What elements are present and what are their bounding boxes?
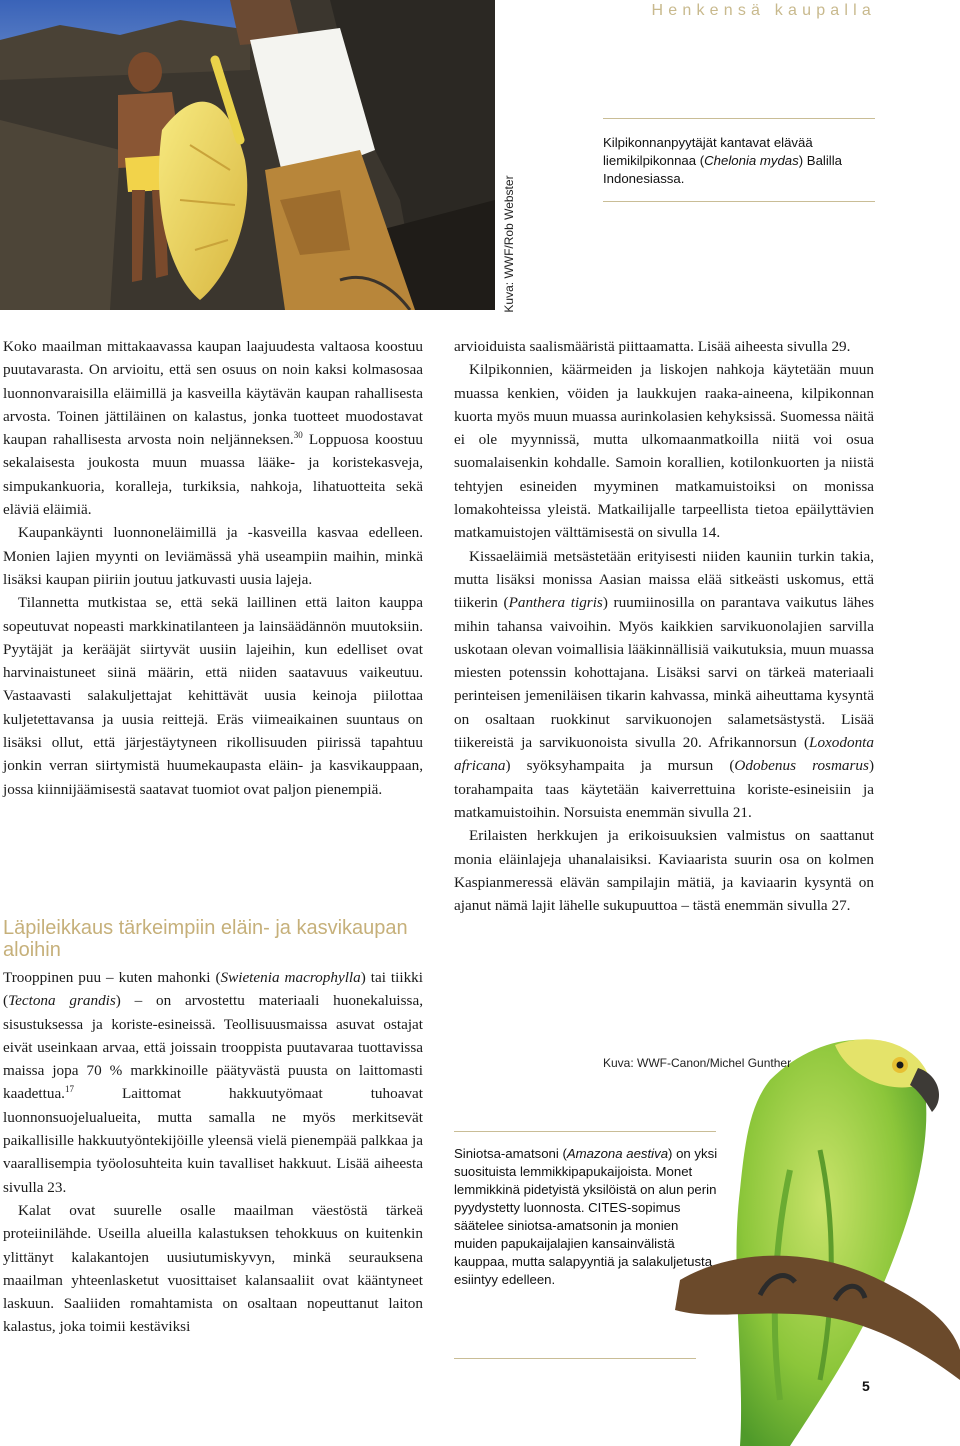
body-paragraph: Kissaeläimiä metsästetään erityisesti niiden kauniin turkin takia, mutta lisäksi monissa Aasian maissa elää sitkeästi uskomus, että tiikerin (Panthera tigris) ruumiinosilla on parantava vaikutus lähes mihin tahansa vaivoihin. Myös kaikkien sarvikuonolajien sarvilla uskotaan olevan voimallisia lääkinnällisiä vaikutuksia, muun muassa miesten potenssin kohottajana. Lisäksi sarvi on tärkeä materiaali perinteisen jemeniläisen tikarin kahvassa, minkä aiheuttama kysyntä on osaltaan ruokkinut sarvikuonojen salametsästystä. Lisää tiikereistä ja sarvikuonoista sivulla 20. Afrikannorsun (Loxodonta africana) syöksyhampaita ja mursun (Odobenus rosmarus) torahampaita taas käytetään kaiverrettuina koriste-esineisiin ja matkamuistoihin. Norsuista enemmän sivulla 21.	[454, 547, 874, 821]
turtle-hunters-illustration	[0, 0, 495, 310]
body-paragraph: Tilannetta mutkistaa se, että sekä laillinen että laiton kauppa sopeutuvat nopeasti markkinatilanteen ja lainsäädännön muutoksiin. Pyytäjät ja kerääjät siirtyvät uusiin lajeihin, kun edelliset ovat harvinaistuneet siinä määrin, että niiden saatavuus vaikeutuu. Vastaavasti salakuljettajat kehittävät uusia keinoja piilottaa kuljetettavansa ja uusia reittejä. Eräs viimeaikainen suuntaus on lisäksi ollut, että järjestäytyneen rikollisuuden piirissä tapahtuu jonkin verran siirtymistä huumekaupasta eläin- ja kasvikauppaan, jossa kiinnijäämisestä saatavat tuomiot ovat paljon pienempiä.	[3, 594, 423, 798]
page-number: 5	[862, 1378, 870, 1394]
body-paragraph: Erilaisten herkkujen ja erikoisuuksien valmistus on saattanut monia eläinlajeja uhanalaisiksi. Kaviaarista suurin osa on kolmen Kaspianmeressä elävän sampilajin mätiä, ja kaviaarin kysyntä on ajanut nämä lajit lähelle sukupuuttoa – tästä enemmän sivulla 27.	[454, 827, 874, 915]
body-column-left	[3, 335, 423, 801]
caption-rule-bottom	[603, 201, 875, 202]
caption-rule-parrot-top	[454, 1131, 716, 1132]
caption-parrot: Siniotsa-amatsoni (Amazona aestiva) on yksi suosituista lemmikkipapukaijoista. Monet lemmikkinä pidetyistä yksilöistä on alun perin pyydystetty luonnosta. CITES-sopimus säätelee siniotsa-amatsonin ja monien muiden papukaijalajien kansainvälistä kauppaa, mutta salapyyntiä ja salakuljetusta esiintyy edelleen.	[454, 1146, 718, 1287]
section-heading: Läpileikkaus tärkeimpiin eläin- ja kasvikaupan aloihin	[3, 916, 408, 961]
photo-credit-turtle: Kuva: WWF/Rob Webster	[502, 175, 516, 313]
photo-credit-parrot: Kuva: WWF-Canon/Michel Gunther	[603, 1056, 792, 1070]
body-paragraph: Koko maailman mittakaavassa kaupan laajuudesta valtaosa koostuu puutavarasta. On arvioitu, että sen osuus on noin kaksi kolmasosaa luonnonvaraisilla eläimillä ja kasveilla käytävän kaupan rahallisesta arvosta. Toinen jättiläinen on kalastus, jonka tuotteet muodostavat kaupan rahallisesta arvosta noin neljänneksen.$^{30}$ Loppuosa koostuu sekalaisesta joukosta muun muassa lääke- ja koristekasveja, simpukankuoria, koralleja, turkiksia, nahkoja, lihatuotteita sekä eläviä eläimiä.	[3, 338, 423, 519]
body-paragraph: Trooppinen puu – kuten mahonki (Swietenia macrophylla) tai tiikki (Tectona grandis) – on arvostettu materiaali huonekaluissa, sisustuksessa ja koriste-esineissä. Teollisuusmaissa asuvat ostajat eivät useinkaan arvaa, että joissain trooppista puutavaraa tuottavissa maissa jopa 70 % markkinoille päätyvästä puusta on laittomasti kaadettua.$^{17}$ Laittomat hakkuutyömaat tuhoavat luonnonsuojelualueita, mutta samalla ne myös merkitsevät paikallisille hakkuutyöntekijöille yleensä vielä pienempää palkkaa ja vaarallisempia työolosuhteita kuin tavalliset hakkuut. Lisää aiheesta sivulla 23.	[3, 969, 423, 1196]
caption-rule-top	[603, 118, 875, 119]
body-paragraph: arvioiduista saalismääristä piittaamatta. Lisää aiheesta sivulla 29.	[454, 338, 851, 355]
body-paragraph: Kalat ovat suurelle osalle maailman väestöstä tärkeä proteiinilähde. Useilla alueilla kalastuksen tehokkuus on kuitenkin ylittänyt kalakantojen uusiutumiskyvyn, minkä seurauksena maailman yhteenlasketut vuosittaiset kalansaaliit ovat kääntyneet laskuun. Saaliiden romahtamista on osaltaan nopeuttanut laiton kalastus, joka toimii kestäviksi	[3, 1201, 423, 1336]
body-paragraph: Kilpikonnien, käärmeiden ja liskojen nahkoja käytetään muun muassa kenkien, vöiden ja laukkujen raaka-aineena, kilpikonnan kuorta myös muun muassa aurinkolasien kehyksissä. Suomessa näitä ei ole myynnissä, mutta ulkomaanmatkoilla niitä voi osua suomalaisenkin kohdalle. Samoin korallien, kotilonkuorten ja niistä tehtyjen esineiden myyminen matkamuistoiksi on monissa lomakohteissa yleistä. Matkailijalle tarpeellista tietoa epäilyttävien matkamuistojen välttämisestä on sivulla 14.	[454, 361, 874, 542]
body-column-left-lower	[3, 966, 423, 1339]
caption-turtle: Kilpikonnanpyytäjät kantavat elävää liemikilpikonnaa (Chelonia mydas) Balilla Indonesiassa.	[603, 135, 842, 186]
caption-rule-parrot-bottom	[454, 1358, 696, 1359]
section-title: Henkensä kaupalla	[651, 2, 876, 19]
body-column-right	[454, 335, 874, 917]
turtle-hunters-photo	[0, 0, 495, 310]
body-paragraph: Kaupankäynti luonnoneläimillä ja -kasveilla kasvaa edelleen. Monien lajien myynti on leviämässä yhä useampiin maihin, minkä lisäksi kaupan piiriin joutuu jatkuvasti uusia lajeja.	[3, 524, 423, 588]
